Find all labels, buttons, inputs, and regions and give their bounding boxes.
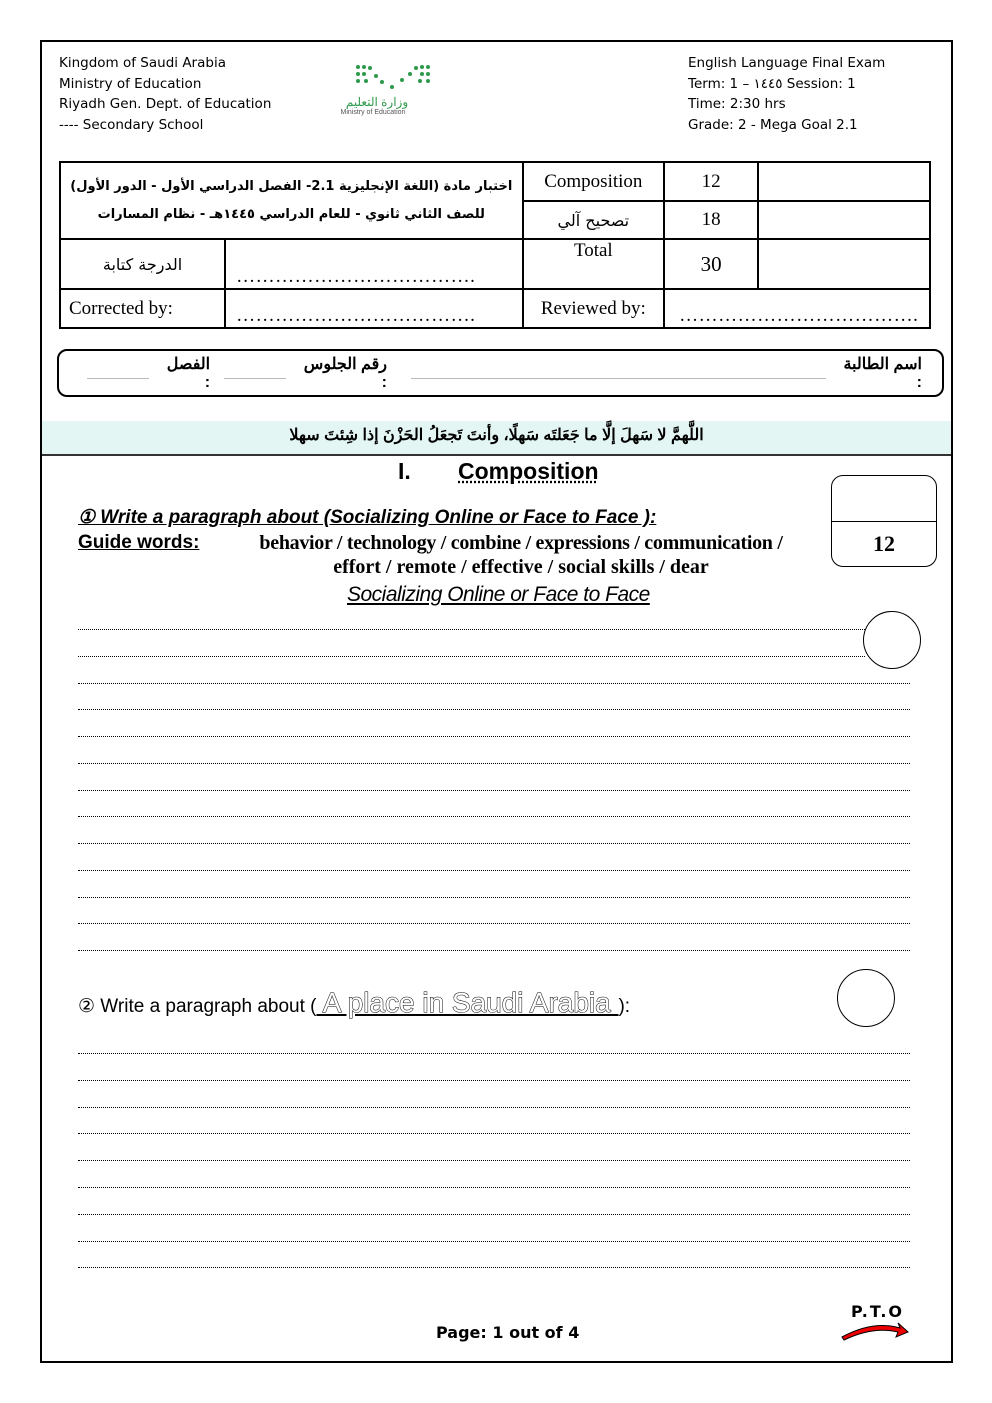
- logo-english: Ministry of Education: [340, 109, 406, 116]
- guide-words-line1: behavior / technology / combine / expressions / communication /: [259, 532, 783, 554]
- answer-line[interactable]: [78, 683, 910, 684]
- answer-line[interactable]: [78, 1187, 910, 1188]
- dua-banner: اللَّهمَّ لا سَهلَ إلَّا ما جَعَلتَه سَهلًا، وأنتَ تَجعَلُ الحَزْنَ إذا شِئتَ سهلا: [42, 421, 951, 456]
- exam-info-line2: للصف الثاني ثانوي - للعام الدراسي ١٤٤٥هـ - نظام المسارات: [97, 206, 485, 222]
- composition-mark-cell[interactable]: [758, 162, 930, 201]
- class-label: الفصل :: [166, 356, 211, 391]
- seat-number-field[interactable]: [224, 367, 286, 379]
- country: Kingdom of Saudi Arabia: [59, 55, 226, 71]
- school: ---- Secondary School: [59, 116, 204, 133]
- answer-line[interactable]: [78, 1107, 910, 1108]
- answer-line[interactable]: [78, 1133, 910, 1134]
- department: Riyadh Gen. Dept. of Education: [59, 96, 272, 112]
- written-grade-label: الدرجة كتابة: [60, 239, 225, 289]
- section-max-score: 12: [873, 531, 895, 556]
- grades-table: [59, 161, 931, 329]
- arrow-right-icon: [838, 1320, 910, 1342]
- student-name-label: اسم الطالبة :: [843, 356, 922, 391]
- answer-line[interactable]: [78, 629, 865, 630]
- student-name-field[interactable]: [411, 367, 826, 379]
- answer-line[interactable]: [78, 763, 910, 764]
- answer-line[interactable]: [78, 656, 865, 657]
- corrected-by-field[interactable]: ……………………………….: [225, 289, 522, 328]
- time: Time: 2:30 hrs: [688, 96, 786, 112]
- question-1-prompt: ① Write a paragraph about (Socializing Online or Face to Face ):: [78, 507, 657, 528]
- reviewed-by-label: Reviewed by:: [523, 289, 665, 328]
- question-1-topic: Socializing Online or Face to Face: [347, 583, 650, 606]
- class-field[interactable]: [87, 367, 149, 379]
- answer-line[interactable]: [78, 790, 910, 791]
- answer-line[interactable]: [78, 897, 910, 898]
- answer-line[interactable]: [78, 923, 910, 924]
- question-1-score-circle[interactable]: [863, 611, 921, 669]
- guide-words-line2: effort / remote / effective / social skills / dear: [333, 556, 709, 578]
- auto-correction-label: تصحيح آلي: [523, 201, 665, 239]
- auto-mark-cell[interactable]: [758, 201, 930, 239]
- section-score-box: [831, 475, 937, 567]
- answer-line[interactable]: [78, 870, 910, 871]
- logo-arabic: وزارة التعليم: [345, 95, 409, 109]
- exam-info: [60, 162, 523, 239]
- composition-score: 12: [664, 162, 758, 201]
- ministry-logo: [334, 62, 450, 116]
- total-score: 30: [664, 239, 758, 289]
- page-number: Page: 1 out of 4: [436, 1323, 580, 1342]
- composition-label: Composition: [523, 162, 665, 201]
- guide-words: [226, 531, 816, 579]
- header-left: [59, 53, 271, 135]
- pto-label: P.T.O: [851, 1302, 905, 1321]
- exam-info-line1: اختبار مادة (اللغة الإنجليزية 2.1- الفصل الدراسي الأول - الدور الأول): [70, 178, 513, 194]
- written-grade-field[interactable]: ……………………………….: [225, 239, 522, 289]
- section-mark-field[interactable]: [832, 476, 936, 522]
- grade: Grade: 2 - Mega Goal 2.1: [688, 116, 858, 133]
- question-2-prefix: ② Write a paragraph about (: [78, 996, 317, 1017]
- corrected-by-label: Corrected by:: [60, 289, 225, 328]
- student-info-box: [57, 349, 944, 397]
- total-label: Total: [523, 239, 665, 289]
- guide-words-label: Guide words:: [78, 532, 200, 553]
- answer-line[interactable]: [78, 843, 910, 844]
- question-2-suffix: ):: [618, 996, 631, 1017]
- question-2-score-circle[interactable]: [837, 969, 895, 1027]
- answer-line[interactable]: [78, 1080, 910, 1081]
- answer-line[interactable]: [78, 736, 910, 737]
- answer-line[interactable]: [78, 1160, 910, 1161]
- logo-dots-icon: [352, 62, 432, 90]
- answer-line[interactable]: [78, 1241, 910, 1242]
- header-right: [688, 53, 885, 135]
- question-2-topic: A place in Saudi Arabia: [316, 987, 619, 1018]
- seat-number-label: رقم الجلوس :: [303, 356, 387, 391]
- answer-line[interactable]: [78, 950, 910, 951]
- answer-line[interactable]: [78, 709, 910, 710]
- exam-title: English Language Final Exam: [688, 55, 886, 71]
- reviewed-by-field[interactable]: ……………………………….: [664, 289, 930, 328]
- answer-line[interactable]: [78, 1053, 910, 1054]
- ministry: Ministry of Education: [59, 75, 202, 92]
- answer-line[interactable]: [78, 1214, 910, 1215]
- section-title: Composition: [458, 458, 599, 484]
- question-2-prompt: [78, 987, 630, 1019]
- term: Term: 1 – ١٤٤٥ Session: 1: [688, 75, 856, 92]
- auto-correction-score: 18: [664, 201, 758, 239]
- total-mark-cell[interactable]: [758, 239, 930, 289]
- answer-line[interactable]: [78, 1267, 910, 1268]
- section-number: I.: [398, 458, 411, 484]
- answer-line[interactable]: [78, 816, 910, 817]
